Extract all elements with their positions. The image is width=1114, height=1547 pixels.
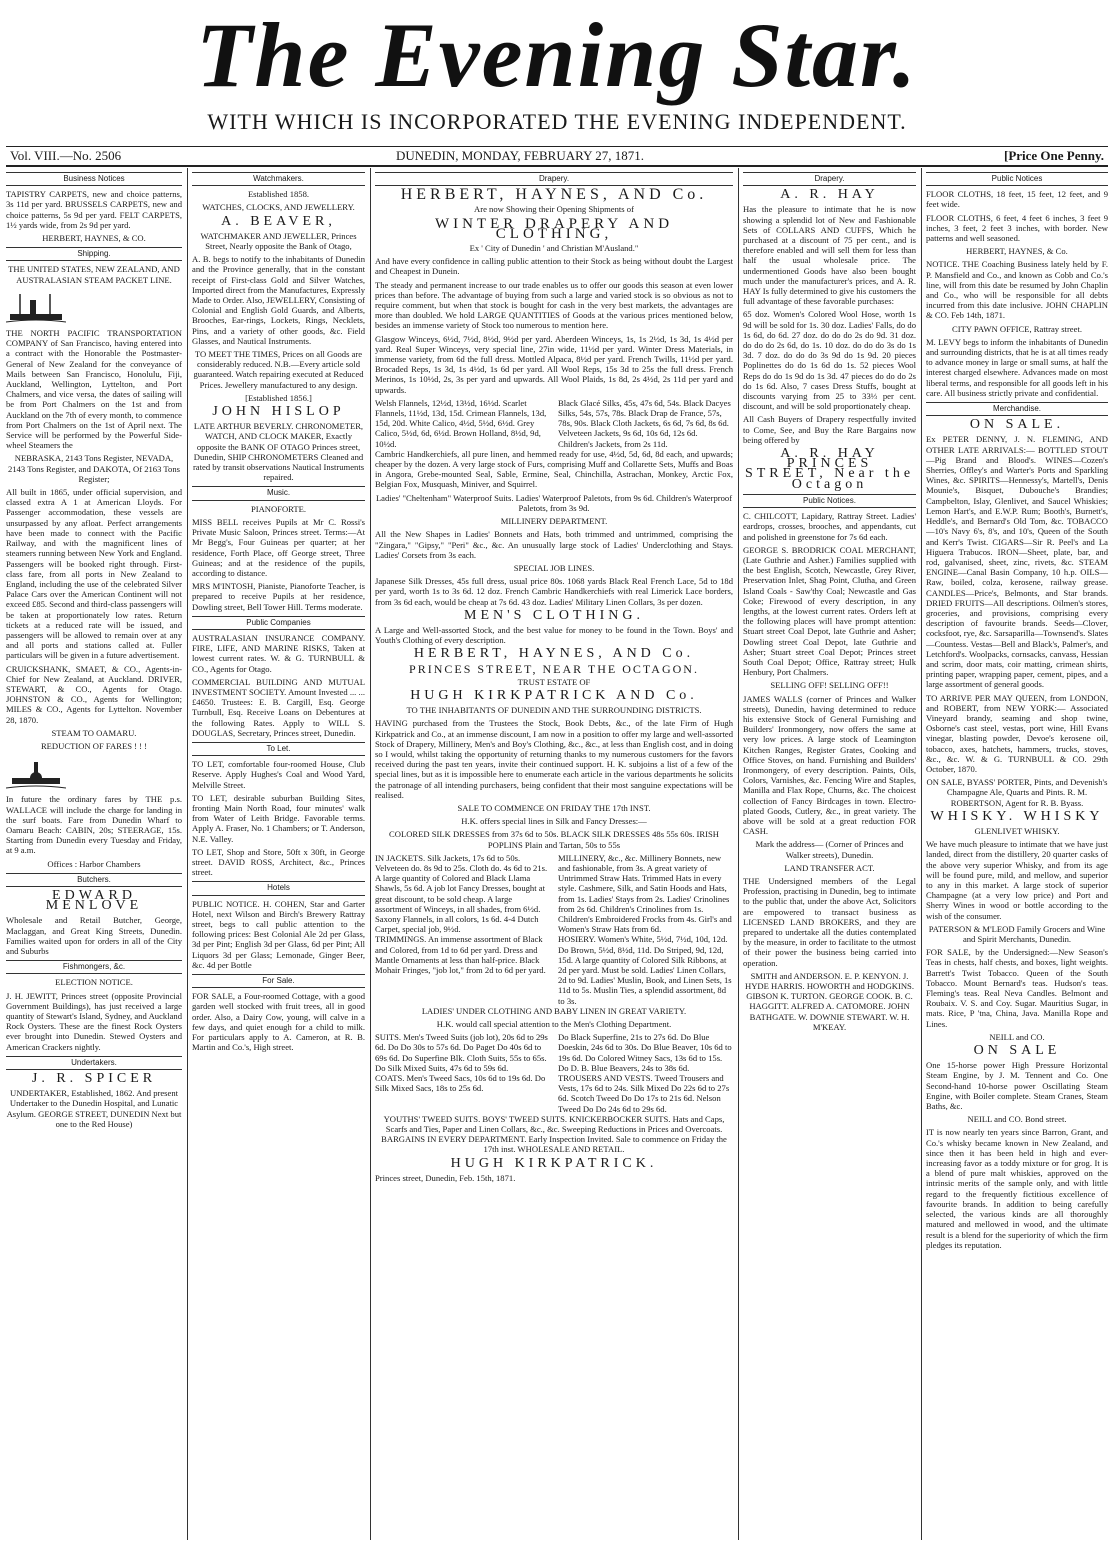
kirkpatrick-signature: HUGH KIRKPATRICK. (450, 1155, 658, 1171)
youths-suits: YOUTHS' TWEED SUITS. BOYS' TWEED SUITS. KNICKERBOCKER SUITS. Hats and Caps, Scarfs and Ties, Paper and Linen Collars, &c., &c. Sweeping Reductions in Prices and Overcoats. BARGAINS IN EVERY DEPARTMENT. Early Inspection Invited. Sale to commence on Friday the 17th inst. WHOLESALE AND RETAIL. (381, 1113, 727, 1155)
section-heading: Fishmongers, &c. (6, 960, 182, 974)
kirkpatrick-date: Princes street, Dunedin, Feb. 15th, 1871. (375, 1172, 516, 1183)
winter-drapery-heading: WINTER DRAPERY AND CLOTHING, (434, 215, 674, 242)
whisky-heading: WHISKY. WHISKY (930, 808, 1104, 824)
butcher-name: EDWARD MENLOVE (45, 887, 143, 914)
pianoforte-heading: PIANOFORTE. (250, 503, 307, 514)
brodrick-ad: GEORGE S. BRODRICK COAL MERCHANT, (Late Guthrie and Asher.) Families supplied with the best English, Scotch, Newcastle, Grey River, Preservation Inlet, Shag Point, Clutha, and Green Island Coals - Saw'thy Coal; Newcastle and Gas Coke; Firewood of every description, in any lengths, at the lowest current rates. Orders left at the following places will have prompt attention: Stuart street Coal Depot, late Guthrie and Asher; Dowling street Coal Depot, late Guthrie and Asher; Stuart street Coal Depot; Princes street South Coal Depot; Office, Rattray street; Hulk Henbury, Port Chalmers. (743, 544, 916, 678)
whisky-body: We have much pleasure to intimate that we have just landed, direct from the distillery, 20 quarter casks of the above very superior Whisky, and from its age will be found pure, mild, and mellow, and superior to any in this market. A large stock of superior Champagne (at a very low price) and Port and Sherry Wines in wood or bottle according to the wish of the consumer. (926, 839, 1108, 921)
watch-heading: WATCHES, CLOCKS, AND JEWELLERY. (202, 202, 355, 213)
hk-offers: H.K. offers special lines in Silk and Fancy Dresses:— (461, 816, 647, 827)
neill-signature-2: NEILL and CO. Bond street. (967, 1114, 1067, 1125)
carpets-signature: HERBERT, HAYNES, & CO. (42, 233, 146, 244)
opening-line: Are now Showing their Opening Shipments of (474, 204, 634, 215)
price-list-1: Glasgow Winceys, 6½d, 7½d, 8½d, 9½d per yard. Aberdeen Winceys, 1s, 1s 2½d, 1s 3d, 1s 4½d per yard. Real Super Winceys, very special line, 27in wide, 11½d per yard. Winter Dress Materials, in immense variety, from 6d the full dress. Mottled Alpaca, 8½d per yard. French Twills, 11½d per yard. Brocaded Reps, 1s 3d, 1s 4½d, 1s 6d per yard. All Wool Reps, 15s 3d to 25s the full dress. French Merinos, 1s 10½d, 2s, 3s per yard and upwards. All Wool Plaids, 1s 8d, 2s 4½d, 2s 11d per yard and upwards. (375, 333, 733, 395)
column-5 (926, 168, 1108, 1540)
mens-dept-line: H.K. would call special attention to the Men's Clothing Department. (436, 1019, 672, 1030)
solicitor-names: SMITH and ANDERSON. E. P. KENYON. J. HYDE HARRIS. HOWORTH and HODGKINS. GIBSON K. TURTON. GEORGE COOK. B. C. HAGGITT. ALFRED A. CATOMORE. JOHN BATHGATE. W. DOWNIE STEWART. W. H. M'KEAY. (745, 970, 914, 1032)
millinery-heading: MILLINERY DEPARTMENT. (500, 516, 608, 527)
section-heading: Drapery. (743, 172, 916, 186)
walls-ad: JAMES WALLS (corner of Princes and Walker streets), Dunedin, having determined to reduce his extensive Stock of General Furnishing and Builders' Ironmongery, now offers the same at very low prices. A large stock of Leamington Kitchen Ranges, Register Grates, Cooking and Office Stoves, on hand. Furnishing and Builders' Ironmongery, of every description. Paints, Oils, Colors, Varnishes, &c. Fencing Wire and Staples, Manilla and Flax Rope, Churns, &c. The choicest collection of Fancy Birdcages in town. Electro-plated Goods, Cutlery, &c., in great variety. The above will be sold at a great reduction FOR CASH. (743, 693, 916, 837)
hay-body: Has the pleasure to intimate that he is now showing a splendid lot of New and Fashionable Sets of COLLARS AND CUFFS, Which he purchased at a discount of 75 per cent., and is therefore enabled and will sell them for less than half the usual wholesale price. The undermentioned Goods have also been bought much under the manufacturer's prices, and A. R. HAY Is fully determined to give his customers the full advantage of these favorable purchases: (743, 204, 916, 307)
trimmings-hosiery (375, 934, 733, 1005)
established-line-2: [Established 1856.] (245, 392, 312, 403)
under-clothing-heading: LADIES' UNDER CLOTHING AND BABY LINEN IN GREAT VARIETY. (421, 1005, 687, 1016)
jewitt-ad: J. H. JEWITT, Princes street (opposite Provincial Government Buildings), has just received a large quantity of Stewart's Island, Sydney, and Auckland Rock Oysters. These are the finest Rock Oysters ever brought into Dunedin. Stewed Oysters and American Crackers nightly. (6, 990, 182, 1052)
section-heading: Music. (192, 486, 365, 500)
to-arrive-ad: TO ARRIVE PER MAY QUEEN, from LONDON, and ROBERT, from NEW YORK:— Associated Vineyard brandy, seaming and shop twine, Osborne's cast steel, vestas, port wine, Hill Evans vinegar, blasting powder, Devoe's kerosene oil, tobacco, axes, hatchets, hammers, trucks, stoves, &c., &c. W. & G. TURNBULL & CO. 29th October, 1870. (926, 692, 1108, 774)
column-rule (921, 168, 922, 1540)
oamaru-office: Offices : Harbor Chambers (47, 858, 141, 869)
column-rule (738, 168, 739, 1540)
hay-name: A. R. HAY (780, 187, 879, 203)
price-list-2-right: Black Glacé Silks, 45s, 47s 6d, 54s. Black Dacyes Silks, 54s, 57s, 78s. Black Drap de France, 57s, 78s, 90s. Black Cloth Jackets, 6s 6d, 7s 6d, 8s 6d. Velveteen Jackets, 9s 6d, 10s 6d, 12s 6d. Children's Jackets, from 2s 11d. (558, 397, 731, 449)
coats-trousers (375, 1073, 733, 1114)
beaver-name: A. BEAVER, (221, 213, 336, 229)
millinery-list: MILLINERY, &c., &c. Millinery Bonnets, new and fashionable, from 3s. A great variety of Untrimmed Straw Hats. Trimmed Hats in every style. Cashmere, Silk, and Satin Hoods and Hats, from 1s. Ladies' Stays from 2s. Ladies' Crinolines from 2s 6d. Children's Crinolines from 1s. Children's Embroidered Frocks from 4s. Girl's and Women's Straw Hats from 6d. (558, 852, 732, 935)
bell-ad: MISS BELL receives Pupils at Mr C. Rossi's Private Music Saloon, Princes street. Terms:—At Mr Begg's, Four Guineas per quarter; at her residence, Forth Place, off George street, Three Guineas; and at the residence of the pupils, according to distance. (192, 516, 365, 578)
hotel-ad: PUBLIC NOTICE. H. COHEN, Star and Garter Hotel, next Wilson and Birch's Brewery Rattray street, begs to call public attention to the following prices: Best Colonial Ale 2d per Glass, 3d per Pint; English 3d per Glass, 6d per Pint; All Liquors 3d per Glass; Lemonade, Ginger Beer, &c. 4d per Bottle (192, 898, 365, 970)
chilcott-ad: C. CHILCOTT, Lapidary, Rattray Street. Ladies' eardrops, crosses, brooches, and appendants, cut and polished in greenstone for 7s 6d each. (743, 511, 916, 542)
section-heading: To Let. (192, 742, 365, 756)
for-sale-ad: FOR SALE, a Four-roomed Cottage, with a good garden well stocked with fruit trees, all in good order. Also, a Dairy Cow, young, will calve in a few days, and quiet enough for a child to milk. For particulars apply to A. Cameron, at R. B. Martin and Co.'s, High street. (192, 991, 365, 1053)
silk-dresses: COLORED SILK DRESSES from 37s 6d to 50s. BLACK SILK DRESSES 48s 55s 60s. IRISH POPLINS Plain and Tartan, 50s to 55s (389, 829, 719, 850)
ex-ships: Ex ' City of Dunedin ' and Christian M'Ausland." (469, 243, 639, 254)
meet-the-times: TO MEET THE TIMES, Prices on all Goods are considerably reduced. N.B.—Every article sold guaranteed. Watch repairing executed at Reduced Prices. Jewellery manufactured to any design. (193, 349, 364, 390)
insurance-ad: AUSTRALASIAN INSURANCE COMPANY. FIRE, LIFE, AND MARINE RISKS, Taken at lowest current rates. W. & G. TURNBULL & CO., Agents for Otago. (192, 632, 365, 674)
established-line: Established 1858. (247, 189, 310, 200)
pawn-office-heading: CITY PAWN OFFICE, Rattray street. (952, 323, 1082, 334)
column-1 (6, 168, 182, 1540)
hislop-body: LATE ARTHUR BEVERLY. CHRONOMETER, WATCH, AND CLOCK MAKER, Exactly opposite the BANK OF OTAGO Princes street, Dunedin, SHIP CHRONOMETERS Cleaned and rated by transit observations Nautical Instruments repaired. (192, 421, 365, 483)
section-heading: Hotels (192, 881, 365, 895)
steam-packet-body: THE NORTH PACIFIC TRANSPORTATION COMPANY of San Francisco, having entered into a contract with the Honorable the Postmaster-General of New Zealand for the conveyance of Mails between San Francisco, Honolulu, Fiji, Auckland, Wellington, Lyttelton, and Port Chalmers, and vice versa, the dates of sailing will be from Port Chalmers on the 1st and from Auckland on the 7th of every month, to commence from Port Chalmers on the 1st of April next. The Service will be performed by the Powerful Side-wheel Steamers the (6, 328, 182, 451)
section-heading: Shipping. (6, 247, 182, 261)
section-heading: Drapery. (375, 172, 733, 186)
jackets-millinery (375, 853, 733, 935)
herbert-haynes-heading: HERBERT, HAYNES, AND Co. (400, 186, 708, 204)
hislop-name: JOHN HISLOP (212, 404, 345, 420)
suits-lists (375, 1032, 733, 1073)
princes-street-line: PRINCES STREET, NEAR THE OCTAGON. (409, 661, 699, 676)
floor-cloths-signature: HERBERT, HAYNES, & Co. (966, 246, 1068, 257)
section-heading: Business Notices (6, 172, 182, 186)
section-heading: Butchers. (6, 873, 182, 887)
newspaper-title: The Evening Star. (196, 4, 918, 106)
selling-off-heading: SELLING OFF! SELLING OFF!! (770, 680, 889, 691)
land-transfer-body: THE Undersigned members of the Legal Profession, practising in Dunedin, beg to intimate to the public that, under the above Act, Solicitors are empowered to transact business as LICENSED LAND BROKERS, and they are prepared to undertake all the duties contemplated by the measure, in order to facilitate to the utmost of their power the business being carried into operation. (743, 876, 916, 968)
floor-cloths-1: FLOOR CLOTHS, 18 feet, 15 feet, 12 feet, and 9 feet wide. (926, 189, 1108, 210)
column-3 (375, 168, 733, 1540)
steam-packet-agents: CRUICKSHANK, SMAET, & CO., Agents-in-Chief for New Zealand, at Auckland. DRIVER, STEWART, & CO., Agents for Otago. JOHNSTON & CO., Agents for Wellington; MILES & CO., Agents for Lyttelton. November 28, 1870. (6, 663, 182, 725)
barron-whisky-ad: IT is now nearly ten years since Barron, Grant, and Co.'s whisky became known in New Zealand, and since then it has been held in high and ever-increasing favor as a toddy mixture or for grog. It is a blend of pure malt whiskies, approved on the intrinsic merits of the sample only, and with little regard to the frequently fictitious excellence of favourite brands. In addition to being carefully selected, the various kinds are all thoroughly matured and mellowed in wood, and the ultimate result is a blend for the superiority of which the firm pledges its reputation. (926, 1127, 1108, 1250)
trust-estate: TRUST ESTATE OF (517, 676, 591, 687)
coats-list: COATS. Men's Tweed Sacs, 10s 6d to 19s 6d. Do Silk Mixed Sacs, 18s to 25s 6d. (375, 1073, 546, 1094)
price-list-2-left: Welsh Flannels, 12½d, 13½d, 16½d. Scarlet Flannels, 11½d, 13d, 15d. Crimean Flannels, 13d, 15d, 20d. White Calico, 4½d, 5½d, 6½d. Grey Calico, 5½d, 6d, 6½d. Brown Holland, 8½d, 9d, 10½d. (375, 397, 547, 449)
hay-close: All Cash Buyers of Drapery respectfully invited to Come, See, and Buy the Rare Bargains now being offered by (743, 414, 916, 445)
inhabitants-line: TO THE INHABITANTS OF DUNEDIN AND THE SURROUNDING DISTRICTS. (406, 705, 702, 716)
column-rule (370, 168, 371, 1540)
kirkpatrick-body: HAVING purchased from the Trustees the Stock, Book Debts, &c., of the late Firm of Hugh Kirkpatrick and Co., at an immense discount, I am now in a position to offer my large and well-assorted Stock of Drapery, Millinery, Men's and Boy's Clothing, &c., &c., at less than English cost, and in doing so I would, whilst taking the opportunity of returning thanks to my numerous customers for the favors received during the past ten years, invite their continued support. H. K. subjoins a list of a few of the special lines, but as it is impossible here to enumerate each article in the various departments he solicits the patronage of all intending purchasers, being confident that their most sanguine expectations will be realised. (375, 718, 733, 800)
waterproofs: Ladies' "Cheltenham" Waterproof Suits. Ladies' Waterproof Paletots, from 9s 6d. Children's Waterproof Paletots, from 3s 9d. (375, 492, 733, 513)
steam-packet-details: All built in 1865, under official supervision, and classed extra A 1 at American Lloyds. For Passenger accommodation, these vessels are unsurpassed by any afloat. Perfect arrangements have been made to connect with the Pacific Railway, and with the magnificent lines of steamers running between New York and England. Passengers will be booked right through. First-class fare, from all ports in New Zealand to England, including the use of the celebrated Silver Palace Cars over the American Continent will not exceed £85. Second and third-class passengers will be taken at proportionately low rates. Return tickets at a reduced rate will be issued, and passengers will be allowed to remain over at any and all ports and stations called at. Fuller particulars will be given in a future advertisement. (6, 487, 182, 661)
commercial-society-ad: COMMERCIAL BUILDING AND MUTUAL INVESTMENT SOCIETY. Amount Invested ... ... £4650. Trustees: E. B. Cargill, Esq. George Turnbull, Esq. Receive Loans on Debentures at the following Rates. Apply to WILL S. DOUGLAS, Secretary, Princes street, Dunedin. (192, 676, 365, 738)
special-lines-heading: SPECIAL JOB LINES. (513, 562, 595, 573)
floor-cloths-2: FLOOR CLOTHS, 6 feet, 4 feet 6 inches, 3 feet 9 inches, 3 feet, 2 feet 3 inches, with border. New patterns and well seasoned. (926, 212, 1108, 244)
beaver-body: A. B. begs to notify to the inhabitants of Dunedin and the Province generally, that in the constant receipt of First-class Gold and Silver Watches, Imported direct from the Manufactures, Expressly Made to Order. Also, JEWELLERY, Consisting of Colonial and English Gold Guards, and Alberts, Brooches, Ear-rings, Lockets, Rings, Necklets, Pins, and a variety of other goods, &c. Field Glasses, and Nautical Instruments. (192, 254, 365, 346)
hay-list: 65 doz. Women's Colored Wool Hose, worth 1s 9d will be sold for 1s. 30 doz. Ladies' Falls, do do 1s 6d, do 6d. 27 doz. do do do 2s do 9d. 31 doz. do do do 2s 6d, do 1s. 10 doz. do do do 3s do 1s 3d. 7 doz. do do do 3s 9d do 1s 9d. 20 pieces Poplinettes do do 1s 6d do 1s. 52 pieces Wool Reps do do 1s 9d do 1s 3d. 47 pieces do do do 2s do 1s 6d. Also, 7 cases Dress Stuffs, bought at discounts varying from 25 to 33⅓ per cent. discount, and will be sold proportionately cheap. (743, 309, 916, 412)
on-sale-engines: One 15-horse power High Pressure Horizontal Steam Engine, by J. M. Tennent and Co. One Second-hand 10-horse power Oscillating Steam Engine, with Boiler complete. Steam Cranes, Steam Baths, &c. (926, 1060, 1108, 1112)
glenlivet-heading: GLENLIVET WHISKY. (974, 825, 1060, 836)
walls-address: Mark the address— (Corner of Princes and Walker streets), Dunedin. (755, 839, 904, 860)
kirkpatrick-heading: HUGH KIRKPATRICK AND Co. (410, 687, 698, 703)
masthead (0, 0, 1114, 145)
issue-date: DUNEDIN, MONDAY, FEBRUARY 27, 1871. (396, 148, 644, 163)
election-notice: ELECTION NOTICE. (55, 977, 133, 988)
price: [Price One Penny. (1003, 148, 1104, 163)
land-transfer-heading: LAND TRANSFER ACT. (784, 862, 875, 873)
neill-signature: NEILL and CO. (989, 1031, 1045, 1042)
trousers-list: TROUSERS AND VESTS. Tweed Trousers and Vests, 17s 6d to 24s. Silk Mixed Do 22s 6d to 27s 6d. Scotch Tweed Do Do 17s to 21s 6d. Nelson Tweed Do Do 24s 6d to 29s 6d. (558, 1073, 730, 1114)
pawn-office-body: M. LEVY begs to inform the inhabitants of Dunedin and surrounding districts, that he is at all times ready to advance money in large or small sums, at half the interest charged elsewhere. Advances made on most liberal terms, and responsible for all goods left in his care. All business strictly private and confidential. (926, 336, 1108, 398)
spicer-body: UNDERTAKER, Established, 1862. And present Undertaker to the Dunedin Hospital, and Lunatic Asylum. GEORGE STREET, DUNEDIN Next but one to the Red House) (6, 1088, 182, 1129)
millinery-body: All the New Shapes in Ladies' Bonnets and Hats, both trimmed and untrimmed, comprising the "Zingara," "Gipsy," "Peri" &c., &c. An unusually large stock of Ladies' Underclothing and Stays. Ladies' Corsets from 3s each. (375, 529, 733, 560)
ship-names: NEBRASKA, 2143 Tons Register, NEVADA, 2143 Tons Register, and DAKOTA, Of 2163 Tons Register; (8, 453, 180, 484)
column-4 (743, 168, 916, 1540)
dateline-bar (6, 146, 1108, 167)
paterson-signature: PATERSON & M'LEOD Family Grocers and Wine and Spirit Merchants, Dunedin. (928, 923, 1106, 945)
steamship-icon (6, 290, 66, 324)
hosiery-list: HOSIERY. Women's White, 5½d, 7½d, 10d, 12d. Do Brown, 5½d, 8½d, 11d. Do Striped, 9d, 12d, 15d. A large quantity of Colored Silk Ribbons, at 2d per yard. Must be sold. Ladies' Linen Collars, 2d to 9d. Ladies' Muslin, Book, and Linen Sets, 1s 11d to 5s. Muslin Ties, a splendid assortment, 8d to 3s. (558, 934, 732, 1006)
cambric-furs: Cambric Handkerchiefs, all pure linen, and hemmed ready for use, 4½d, 5d, 6d, 8d each, and upwards; cheaper by the dozen. A very large stock of Furs, comprising Muff and Collarette Sets, Muffs and Boas in Angora, Grebe-mounted Seal, Sable, Ermine, Seal, Chinchilla, Astrachan, Monkey, Arctic Fox, Belgian Fox, Musquash, Miniver, and Squirrel. (375, 448, 733, 490)
section-heading: Merchandise. (926, 402, 1108, 416)
section-heading: Public Companies (192, 616, 365, 630)
herbert-haynes-signature: HERBERT, HAYNES, AND Co. (413, 646, 695, 662)
for-sale-teas: FOR SALE, by the Undersigned:—New Season's Teas in chests, half chests, and boxes, light weights. Barrett's Twist Tobacco. Queen of the South Tobacco. Mount Bernard's teas. Hudson's teas. Fleming's teas. Real Neva Candles. Belmont and Roubaix. V. S. and Coy. Sugar. Mauritius Sugar, in mats. Rice, P 'tna, China, Java. Manilla Rope and Lines. (926, 947, 1108, 1029)
oamaru-subheading: REDUCTION OF FARES ! ! ! (40, 740, 148, 751)
section-heading: Watchmakers. (192, 172, 365, 186)
beaver-sub: WATCHMAKER AND JEWELLER, Princes Street, Nearly opposite the Bank of Otago, (200, 230, 357, 252)
suits-list-left: SUITS. Men's Tweed Suits (job lot), 20s 6d to 29s 6d. Do Do 30s to 57s 6d. Do Paget Do 40s 6d to 69s 6d. Do Superfine Blk. Cloth Suits, 55s to 65s. Do Silk Mixed Suits, 47s 6d to 59s 6d. (375, 1032, 548, 1073)
byass-ad: ON SALE, BYASS' PORTER, Pints, and Devenish's Champagne Ale, Quarts and Pints. R. M. ROBERTSON, Agent for R. B. Byass. (926, 777, 1108, 808)
mintosh-ad: MRS M'INTOSH, Pianiste, Pianoforte Teacher, is prepared to receive Pupils at her residence, Dowling street, Bell Tower Hill. Terms moderate. (192, 581, 365, 612)
paddle-steamer-icon (6, 756, 66, 790)
special-lines-body: Japanese Silk Dresses, 45s full dress, usual price 80s. 1068 yards Black Real French Lace, 5d to 18d per yard, worth 1s to 3s 6d. 12 doz. French Cambric Handkerchiefs with real Limerick Lace borders, from 3s 6d each, would be cheap at 7s 6d. 43 doz. Ladies' Military Linen Collars, 3s per dozen. (375, 576, 733, 607)
steam-packet-heading: THE UNITED STATES, NEW ZEALAND, AND AUSTRALASIAN STEAM PACKET LINE. (8, 264, 180, 285)
oamaru-body: In future the ordinary fares by THE p.s. WALLACE will include the charge for landing in the surf boats. Fare from Dunedin Wharf to Oamaru Beach: CABIN, 20s; STEERAGE, 15s. Starting from Dunedin every Tuesday and Friday, at 9 a.m. (6, 794, 182, 856)
section-heading: Public Notices (926, 172, 1108, 186)
to-let-3: TO LET, Shop and Store, 50ft x 30ft, in George street. DAVID ROSS, Architect, &c., Princes street. (192, 846, 365, 878)
mens-clothing-body: A Large and Well-assorted Stock, and the best value for money to be found in the Town. Boys' and Youth's Clothing of every description. (375, 624, 733, 646)
newspaper-subtitle: WITH WHICH IS INCORPORATED THE EVENING INDEPENDENT. (207, 109, 907, 134)
section-heading: For Sale. (192, 974, 365, 988)
to-let-2: TO LET, desirable suburban Building Sites, fronting Main North Road, four minutes' walk from Water of Leith Bridge. Favorable terms. Apply A. Fraser, No. 1 Chambers; or T. Anderson, N.E. Valley. (192, 792, 365, 844)
suits-list-right: Do Black Superfine, 21s to 27s 6d. Do Blue Doeskin, 24s 6d to 30s. Do Blue Beaver, 10s 6d to 19s 6d. Do Colored Witney Sacs, 13s 6d to 15s. Do D. B. Blue Beavers, 24s to 38s 6d. (558, 1032, 732, 1073)
price-list-2 (375, 398, 733, 449)
coaching-notice: NOTICE. THE Coaching Business lately held by F. P. Mansfield and Co., and known as Cobb and Co.'s line, will from this date be resumed by John Chaplin and Co., who will be responsible for all debts incurred from this date inclusive. JOHN CHAPLIN & CO. Feb 14th, 1871. (926, 259, 1108, 321)
spicer-name: J. R. SPICER (31, 1071, 157, 1087)
carpets-ad: TAPISTRY CARPETS, new and choice patterns, 3s 11d per yard. BRUSSELS CARPETS, new and choice patterns, 5s 9d per yard. FELT CARPETS, 1½ yards wide, from 2s 9d per yard. (6, 189, 182, 230)
butcher-body: Wholesale and Retail Butcher, George, Maclaggan, and Great King Streets, Dunedin. Families waited upon for orders in all of the City and Suburbs (6, 915, 182, 956)
oamaru-heading: STEAM TO OAMARU. (51, 727, 137, 738)
mens-clothing-heading: MEN'S CLOTHING. (464, 607, 644, 623)
section-heading: Public Notices. (743, 494, 916, 508)
jackets-list: IN JACKETS. Silk Jackets, 17s 6d to 50s. Velveteen do. 8s 9d to 25s. Cloth do. 4s 6d to 21s. A large quantity of Colored and Black Llama Shawls, 5s 6d. A job lot Fancy Dresses, bought at great discount, to be sold cheap. A large assortment of Winceys, in all shades, from 6½d. Saxony Flannels, in all colors, 1s 6d. 4-4 Dutch Carpet, special job, 9½d. (375, 852, 548, 935)
hay-signature: A. R. HAY PRINCES STREET, Near the Octagon (744, 446, 915, 492)
to-let-1: TO LET, comfortable four-roomed House, Club Reserve. Apply Hughes's Coal and Wood Yard, Melville Street. (192, 759, 365, 790)
drapery-intro-2: The steady and permanent increase to our trade enables us to offer our goods this season at even lower prices than before. The advantage of buying from such a large and varied stock is so obvious as not to require comment, but when that stock is bought for cash in the very best markets, the advantages are more than doubled. We hold LARGE QUANTITIES of Goods at the various prices mentioned below, besides an immense variety of Stock too numerous to mention here. (375, 279, 733, 331)
volume-number: Vol. VIII.—No. 2506 (10, 148, 122, 163)
sale-commence: SALE TO COMMENCE ON FRIDAY THE 17th INST. (457, 802, 651, 813)
drapery-intro: And have every confidence in calling public attention to their Stock as being without doubt the Largest and Cheapest in Dunein. (375, 256, 733, 277)
section-heading: Undertakers. (6, 1056, 182, 1070)
on-sale-body: Ex PETER DENNY, J. N. FLEMING, AND OTHER LATE ARRIVALS:— BOTTLED STOUT—Pig Brand and Blood's. WINES—Cozen's Sherries, Offley's and Warter's Ports and Sparkling Wines, &c. SPIRITS—Hennessy's, Martell's, Denis Mounie's, Bisquet, Dubouche's Brandies; Campbelton, Islay, Glenlivet, and Saucel Whiskies; Lemon Hart's, and E.W.P. Rum; Booth's, Burnett's, Heddle's, and Bernard's Old Tom, &c. TOBACCO—10's Navy 6's, 8's, and 10's, Queen of the South and Kerr's Twist. CIGARS—Sir R. Peel's and La Higuera Trabucos. IRON—Sheet, plate, bar, and rod, galvanised, sheet, zinc, rivets, &c. STEAM ENGINE—Canal Basin Company, 10 h.p. OILS—Raw, boiled, colza, kerosene, railway grease. CANDLES—Price's, Belmonts, and Star brands. DRIED FRUITS—All descriptions. Oilmen's stores, groceries, and provisions, comprising every description of favourite brands. Seeds—Clover, cocksfoot, rye, &c. Sarsaparilla—Townsend's. Slates—Countess. Vestas—Bell and Black's, Palmer's, and Letchford's. Woolpacks, cornsacks, canvass, Hessian and scrim, door mats, coir matting, crimean shirts, printing paper, wrapping paper, cement, pipes, and a large assortment of general goods. (926, 434, 1108, 690)
column-rule (187, 168, 188, 1540)
column-2 (192, 168, 365, 1540)
trimmings-list: TRIMMINGS. An immense assortment of Black and Colored, from 1d to 6d per yard. Dress and Mantle Ornaments at less than half-price. Black Mohair Fringes, "job lot," from 2d to 6d per yard. (375, 934, 546, 976)
on-sale-heading-2: ON SALE (973, 1043, 1061, 1059)
on-sale-heading: ON SALE. (969, 417, 1065, 433)
